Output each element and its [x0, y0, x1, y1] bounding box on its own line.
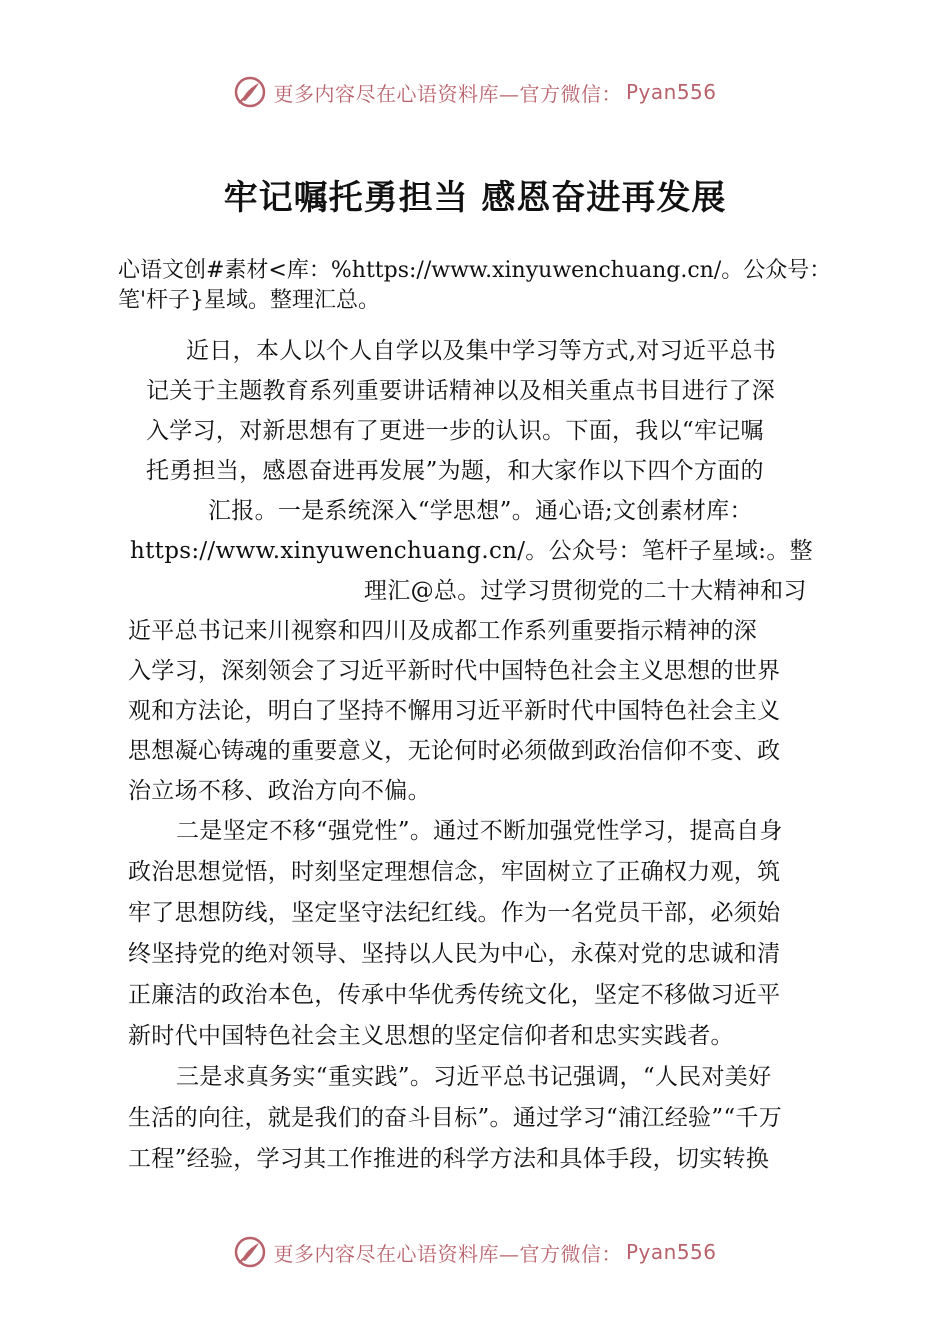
banner-wechat-id: Pyan556 — [625, 1240, 717, 1264]
source-line-2: 笔'杆子}星域。整理汇总。 — [118, 288, 381, 313]
body-line: 生活的向往，就是我们的奋斗目标”。通过学习“浦江经验”“千万 — [128, 1105, 783, 1131]
body-line: 入学习，对新思想有了更进一步的认识。下面，我以“牢记嘱 — [146, 418, 764, 444]
body-line: 新时代中国特色社会主义思想的坚定信仰者和忠实实践者。 — [128, 1023, 734, 1049]
body-line: 记关于主题教育系列重要讲话精神以及相关重点书目进行了深 — [146, 378, 776, 404]
brush-logo-icon — [233, 75, 267, 109]
body-line: 理汇@总。过学习贯彻党的二十大精神和习 — [364, 578, 807, 604]
banner-text: 更多内容尽在心语资料库—官方微信： — [273, 81, 622, 106]
body-line: 工程”经验，学习其工作推进的科学方法和具体手段，切实转换 — [128, 1146, 770, 1172]
body-line: 托勇担当，感恩奋进再发展”为题，和大家作以下四个方面的 — [146, 458, 764, 484]
body-line: 近日，本人以个人自学以及集中学习等方式,对习近平总书 — [186, 338, 777, 364]
footer-banner — [0, 1232, 950, 1272]
body-line: 三是求真务实“重实践”。习近平总书记强调，“人民对美好 — [176, 1064, 772, 1090]
banner-text: 更多内容尽在心语资料库—官方微信： — [273, 1241, 622, 1266]
body-line: 二是坚定不移“强党性”。通过不断加强党性学习，提高自身 — [176, 818, 783, 844]
source-note — [118, 256, 868, 316]
body-line: 观和方法论，明白了坚持不懈用习近平新时代中国特色社会主义 — [128, 698, 781, 724]
body-line: 牢了思想防线，坚定坚守法纪红线。作为一名党员干部，必须始 — [128, 900, 781, 926]
body-line: 近平总书记来川视察和四川及成都工作系列重要指示精神的深 — [128, 618, 758, 644]
document-title: 牢记嘱托勇担当 感恩奋进再发展 — [223, 178, 727, 218]
brush-logo-icon — [233, 1235, 267, 1269]
body-line: 汇报。一是系统深入“学思想”。通心语;文创素材库： — [208, 498, 753, 524]
body-line: 治立场不移、政治方向不偏。 — [128, 778, 431, 804]
body-line: 思想凝心铸魂的重要意义，无论何时必须做到政治信仰不变、政 — [128, 738, 781, 764]
header-banner — [0, 72, 950, 112]
source-line-1: 心语文创#素材<库：%https://www.xinyuwenchuang.cn/。公众号： — [118, 258, 832, 283]
body-line: 政治思想觉悟，时刻坚定理想信念，牢固树立了正确权力观，筑 — [128, 859, 781, 885]
body-line: 终坚持党的绝对领导、坚持以人民为中心，永葆对党的忠诚和清 — [128, 941, 781, 967]
body-line: 正廉洁的政治本色，传承中华优秀传统文化，坚定不移做习近平 — [128, 982, 781, 1008]
body-line: https://www.xinyuwenchuang.cn/。公众号：笔杆子星域:。整 — [130, 538, 813, 564]
body-line: 入学习，深刻领会了习近平新时代中国特色社会主义思想的世界 — [128, 658, 781, 684]
banner-wechat-id: Pyan556 — [625, 80, 717, 104]
